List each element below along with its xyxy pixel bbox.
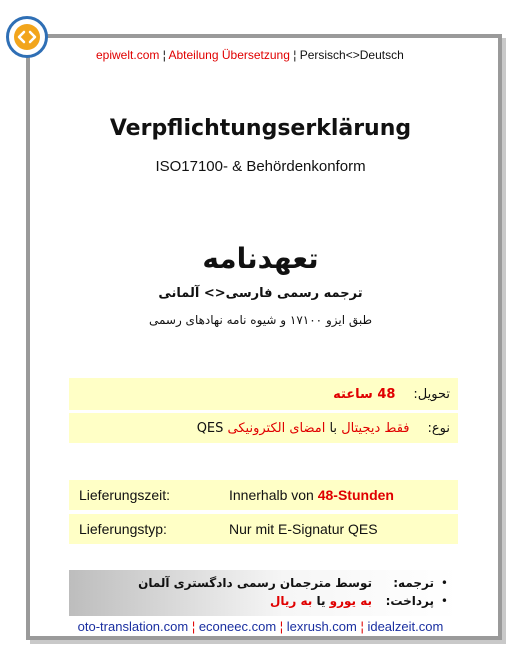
header-sep-2: ¦ — [289, 48, 300, 62]
fa-type-only-digital: فقط دیجیتال — [341, 420, 410, 436]
header-department: Abteilung Übersetzung — [168, 48, 290, 62]
footer-link-sep: ¦ — [276, 619, 287, 634]
document-subtitle: ISO17100- & Behördenkonform — [155, 158, 366, 175]
fa-translation-label: ترجمه: — [393, 576, 434, 590]
footer-link-idealzeit[interactable]: idealzeit.com — [367, 619, 444, 634]
de-delivery-row — [69, 480, 458, 510]
fa-info-box — [69, 570, 458, 616]
fa-type-label: نوع: — [427, 420, 450, 436]
de-type-value: Nur mit E-Signatur QES — [229, 521, 378, 537]
fa-title: تعهدنامه — [202, 242, 319, 275]
de-type-row — [69, 514, 458, 544]
de-delivery-prefix: Innerhalb von — [229, 487, 318, 503]
header-sep-1: ¦ — [159, 48, 169, 62]
footer-link-lexrush[interactable]: lexrush.com — [286, 619, 357, 634]
footer-links — [0, 619, 521, 634]
fa-delivery-value: 48 ساعته — [333, 386, 396, 402]
de-delivery-value: 48-Stunden — [317, 487, 394, 503]
fa-delivery-label: تحویل: — [413, 386, 450, 402]
footer-link-sep: ¦ — [356, 619, 368, 634]
de-type-label: Lieferungstyp: — [79, 521, 167, 537]
fa-payment-euro: به یورو — [329, 594, 372, 608]
de-delivery-label: Lieferungszeit: — [79, 487, 171, 503]
bullet: • — [440, 594, 448, 608]
fa-payment-rial: به ریال — [269, 594, 313, 608]
fa-type-qes: QES — [196, 420, 228, 436]
footer-link-sep: ¦ — [188, 619, 199, 634]
bullet: • — [440, 576, 448, 590]
fa-translation-value: توسط مترجمان رسمی دادگستری آلمان — [138, 576, 372, 590]
fa-delivery-row — [69, 378, 458, 410]
fa-type-with: با — [325, 420, 342, 436]
fa-type-row — [69, 413, 458, 443]
code-brackets-icon — [14, 24, 40, 50]
fa-subtitle: ترجمه رسمی فارسی<> آلمانی — [158, 286, 363, 301]
fa-payment-or: یا — [312, 594, 330, 608]
fa-type-signature: امضای الکترونیکی — [227, 420, 326, 436]
header-language-pair: Persisch<>Deutsch — [299, 48, 404, 62]
header-line — [96, 48, 466, 62]
footer-link-oto-translation[interactable]: oto-translation.com — [77, 619, 189, 634]
fa-info-translation — [79, 574, 448, 592]
footer-link-econeec[interactable]: econeec.com — [198, 619, 277, 634]
document-title: Verpflichtungserklärung — [109, 116, 412, 141]
fa-payment-label: پرداخت: — [385, 594, 434, 608]
logo — [6, 16, 48, 58]
header-site-link[interactable]: epiwelt.com — [96, 48, 160, 62]
fa-info-payment — [79, 592, 448, 610]
fa-subtitle-2: طبق ایزو ۱۷۱۰۰ و شیوه نامه نهادهای رسمی — [148, 313, 373, 327]
